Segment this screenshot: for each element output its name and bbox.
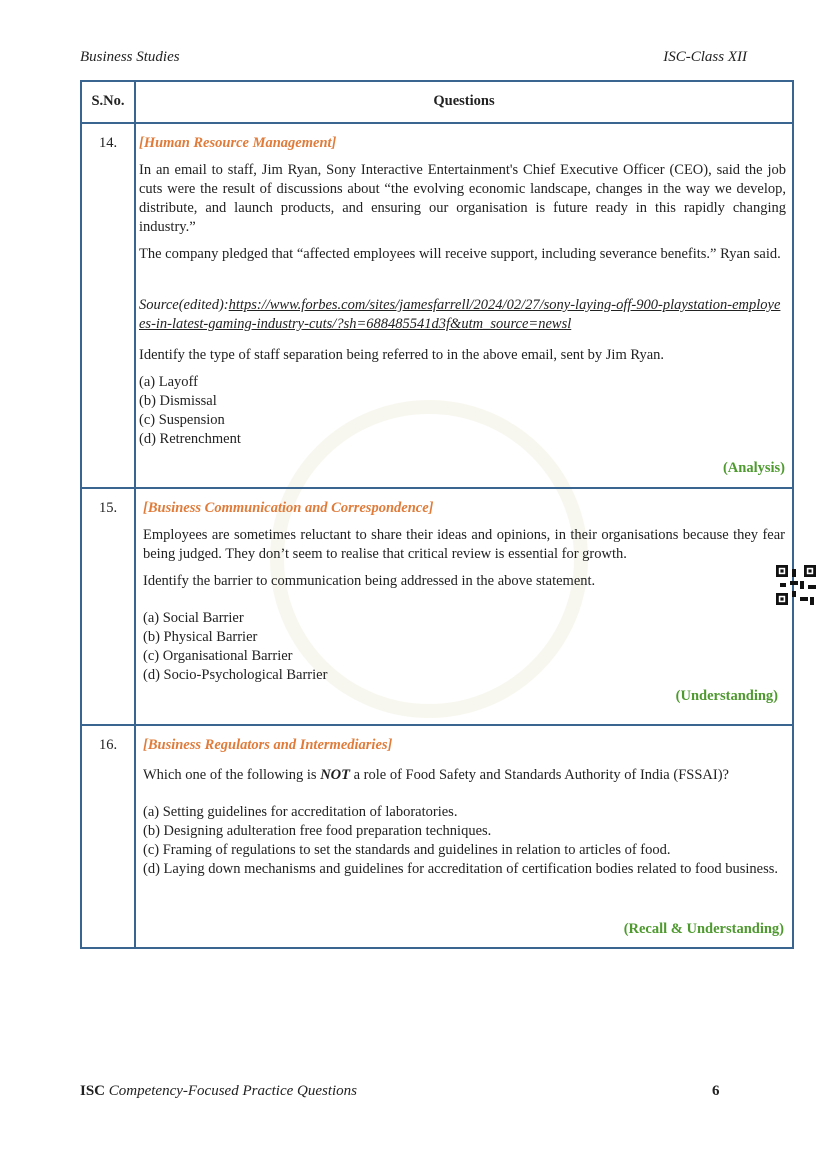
question-paragraph: Employees are sometimes reluctant to share their ideas and opinions, in their organisations because they fear being judged. They don’t seem to realise that critical review is essential for growth. <box>143 527 785 562</box>
option-a: (a) Layoff <box>139 374 198 390</box>
source-citation <box>139 296 786 334</box>
option-c: (c) Framing of regulations to set the standards and guidelines in relation to articles of food. <box>143 842 671 858</box>
prompt-text: Which one of the following is <box>143 767 321 783</box>
option-d: (d) Retrenchment <box>139 431 241 447</box>
question-number: 14. <box>98 135 118 151</box>
qr-code-icon <box>776 565 816 605</box>
question-row-15 <box>82 489 792 726</box>
question-prompt <box>143 766 785 785</box>
cognitive-level: (Understanding) <box>675 688 778 704</box>
question-number: 15. <box>98 500 118 516</box>
col-header-sno: S.No. <box>91 93 125 109</box>
header-class: ISC-Class XII <box>663 49 747 65</box>
question-row-14 <box>82 124 792 489</box>
table-header-row <box>82 82 792 124</box>
question-prompt: Identify the barrier to communication being addressed in the above statement. <box>143 573 596 589</box>
source-link[interactable]: https://www.forbes.com/sites/jamesfarrell/2024/02/27/sony-laying-off-900-playstation-employees-in-latest-gaming-industry-cuts/?sh=688485541d3f&utm_source=newsl <box>139 297 781 332</box>
source-label: Source(edited): <box>139 297 229 313</box>
option-c: (c) Suspension <box>139 412 225 428</box>
cognitive-level: (Analysis) <box>722 460 785 476</box>
cognitive-level: (Recall & Understanding) <box>623 921 784 937</box>
option-c: (c) Organisational Barrier <box>143 648 293 664</box>
option-b: (b) Physical Barrier <box>143 629 258 645</box>
option-a: (a) Social Barrier <box>143 610 244 626</box>
option-d: (d) Laying down mechanisms and guidelines for accreditation of certification bodies related to food business. <box>143 861 778 877</box>
header-subject: Business Studies <box>80 49 180 65</box>
question-category: [Business Regulators and Intermediaries] <box>143 737 393 753</box>
question-prompt: Identify the type of staff separation being referred to in the above email, sent by Jim Ryan. <box>139 347 665 363</box>
question-category: [Business Communication and Correspondence] <box>143 500 434 516</box>
footer-title <box>80 1083 357 1100</box>
option-d: (d) Socio-Psychological Barrier <box>143 667 328 683</box>
question-paragraph: In an email to staff, Jim Ryan, Sony Interactive Entertainment's Chief Executive Officer (CEO), said the job cuts were the result of discussions about “the evolving economic landscape, changes in the way we develop, distribute, and launch products, and ensuring our organisation is future ready in this rapidly changing industry.” <box>139 162 786 235</box>
prompt-emphasis: NOT <box>320 767 350 783</box>
question-category: [Human Resource Management] <box>139 135 337 151</box>
option-b: (b) Dismissal <box>139 393 217 409</box>
col-header-questions: Questions <box>433 93 495 109</box>
footer-subtitle: Competency-Focused Practice Questions <box>108 1083 358 1099</box>
question-number: 16. <box>98 737 118 753</box>
option-b: (b) Designing adulteration free food preparation techniques. <box>143 823 492 839</box>
question-row-16 <box>82 726 792 949</box>
prompt-text: a role of Food Safety and Standards Authority of India (FSSAI)? <box>350 767 729 783</box>
footer-brand: ISC <box>80 1083 106 1099</box>
option-a: (a) Setting guidelines for accreditation of laboratories. <box>143 804 458 820</box>
questions-table <box>80 80 794 949</box>
page-number: 6 <box>712 1083 720 1099</box>
question-paragraph: The company pledged that “affected employees will receive support, including severance benefits.” Ryan said. <box>139 246 781 262</box>
